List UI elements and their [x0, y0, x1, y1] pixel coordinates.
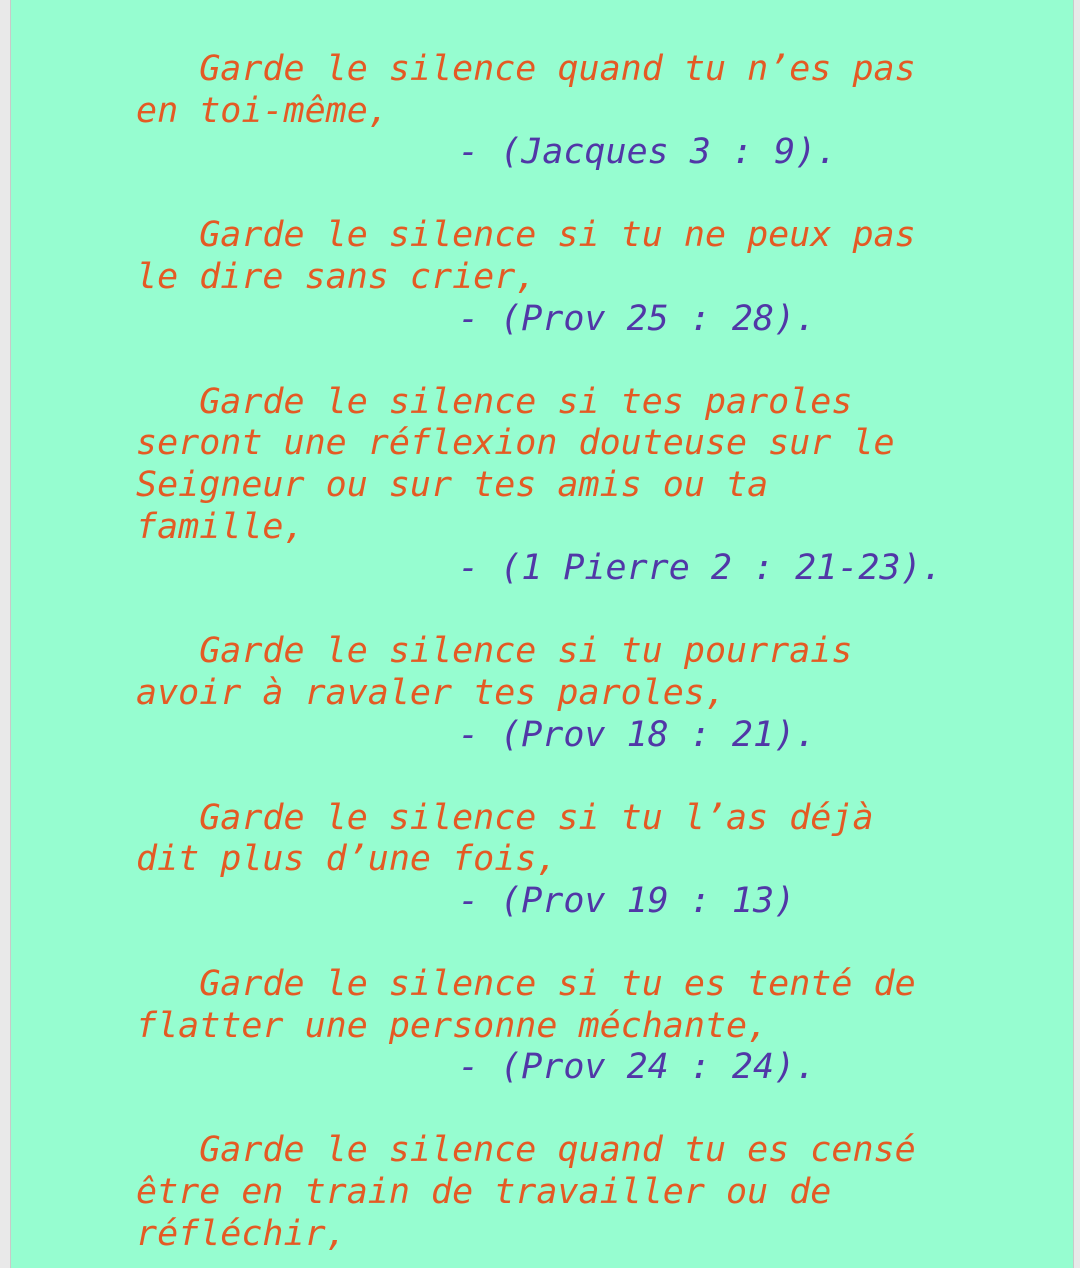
- verse-reference: - (Prov 19 : 13): [458, 880, 796, 921]
- verse-block: [136, 631, 1036, 756]
- verse-block: [136, 215, 1036, 340]
- verse-quote: Garde le silence si tu es tenté de flatter une personne méchante,: [136, 964, 916, 1046]
- verse-block: [136, 1130, 1036, 1255]
- verse-block: [136, 49, 1036, 174]
- verse-list: [136, 49, 1036, 1255]
- verse-block: [136, 382, 1036, 590]
- verse-quote: Garde le silence si tu l’as déjà dit plus d’une fois,: [136, 797, 874, 880]
- verse-quote: Garde le silence si tu ne peux pas le dire sans crier,: [136, 215, 916, 297]
- verse-reference: - (Prov 18 : 21).: [458, 714, 817, 755]
- verse-quote: Garde le silence si tes paroles seront une réflexion douteuse sur le Seigneur ou sur tes amis ou ta famille,: [136, 381, 895, 547]
- document-page: [10, 0, 1074, 1268]
- verse-quote: Garde le silence quand tu n’es pas en toi-même,: [136, 49, 916, 131]
- verse-reference: - (1 Pierre 2 : 21-23).: [458, 548, 943, 589]
- verse-reference: - (Prov 25 : 28).: [458, 298, 817, 339]
- verse-quote: Garde le silence si tu pourrais avoir à ravaler tes paroles,: [136, 631, 853, 713]
- verse-reference: - (Prov 24 : 24).: [458, 1047, 817, 1088]
- verse-reference: - (Jacques 3 : 9).: [458, 132, 838, 173]
- verse-block: [136, 798, 1036, 923]
- verse-block: [136, 964, 1036, 1089]
- verse-quote: Garde le silence quand tu es censé être en train de travailler ou de réfléchir,: [136, 1130, 916, 1254]
